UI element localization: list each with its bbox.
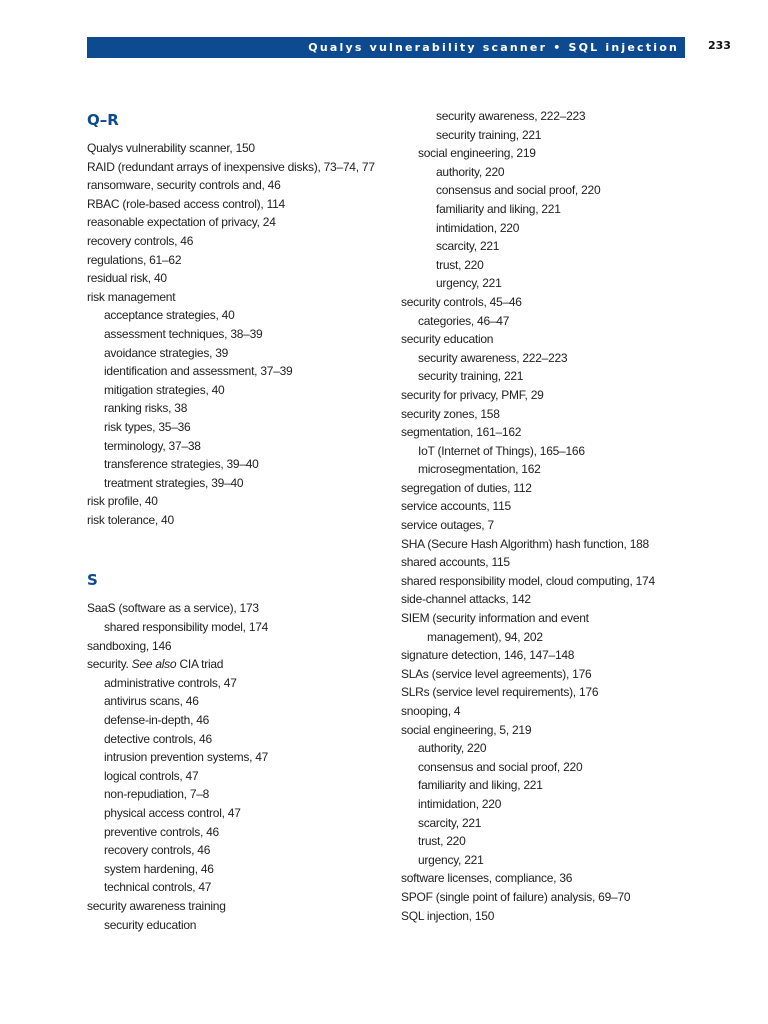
index-entry: signature detection, 146, 147–148	[401, 648, 575, 663]
index-subentry: security awareness, 222–223	[418, 350, 568, 365]
index-subentry: physical access control, 47	[104, 806, 241, 820]
index-entry: security for privacy, PMF, 29	[401, 387, 544, 402]
index-subentry: treatment strategies, 39–40	[104, 475, 244, 490]
index-entry: service accounts, 115	[401, 499, 511, 514]
index-subentry: intimidation, 220	[418, 796, 502, 811]
index-subentry: recovery controls, 46	[104, 843, 211, 858]
index-column-left	[87, 109, 417, 934]
index-entry: recovery controls, 46	[87, 233, 194, 248]
index-subentry: risk types, 35–36	[104, 419, 191, 434]
section-heading-q-r: Q–R	[87, 111, 119, 129]
index-entry: risk management	[87, 289, 176, 304]
index-subentry: IoT (Internet of Things), 165–166	[418, 443, 585, 458]
index-entry: RAID (redundant arrays of inexpensive disks), 73–74, 77	[87, 159, 375, 174]
index-subentry: authority, 220	[418, 741, 487, 756]
index-subentry: detective controls, 46	[104, 731, 212, 746]
index-entry: SQL injection, 150	[401, 908, 495, 923]
index-subentry: transference strategies, 39–40	[104, 457, 259, 472]
index-subentry: security training, 221	[418, 369, 524, 384]
index-subentry: categories, 46–47	[418, 313, 510, 328]
index-subentry: consensus and social proof, 220	[418, 759, 583, 774]
index-entry: risk profile, 40	[87, 494, 158, 509]
index-subentry: mitigation strategies, 40	[104, 382, 225, 397]
index-entry: SLAs (service level agreements), 176	[401, 666, 592, 681]
index-subentry: shared responsibility model, 174	[104, 620, 269, 635]
index-subentry: logical controls, 47	[104, 768, 199, 783]
index-entry: SHA (Secure Hash Algorithm) hash function, 188	[401, 536, 649, 551]
index-entry: risk tolerance, 40	[87, 512, 174, 527]
index-subentry: technical controls, 47	[104, 880, 212, 895]
index-entry: RBAC (role-based access control), 114	[87, 196, 285, 211]
index-entry: regulations, 61–62	[87, 252, 182, 267]
index-subsubentry: scarcity, 221	[436, 239, 500, 254]
index-entry: SIEM (security information and event	[401, 611, 589, 626]
index-subsubentry: urgency, 221	[436, 276, 502, 291]
index-entry: security awareness training	[87, 898, 226, 913]
index-subsubentry: authority, 220	[436, 164, 505, 179]
index-entry: social engineering, 5, 219	[401, 722, 532, 737]
index-subentry: non-repudiation, 7–8	[104, 787, 210, 802]
index-entry: sandboxing, 146	[87, 638, 172, 653]
index-entry: snooping, 4	[401, 704, 461, 718]
index-entry: SPOF (single point of failure) analysis, 69–70	[401, 889, 631, 904]
index-entry: security education	[401, 332, 494, 347]
index-subentry: preventive controls, 46	[104, 824, 219, 839]
index-subsubentry: consensus and social proof, 220	[436, 183, 601, 198]
index-entry: shared responsibility model, cloud computing, 174	[401, 573, 655, 588]
index-entry: side-channel attacks, 142	[401, 592, 531, 607]
index-subentry: ranking risks, 38	[104, 401, 188, 416]
index-entry-continuation: management), 94, 202	[427, 629, 543, 644]
index-subentry: microsegmentation, 162	[418, 462, 541, 477]
index-subentry: urgency, 221	[418, 852, 484, 867]
index-subentry: antivirus scans, 46	[104, 694, 199, 709]
index-entry: service outages, 7	[401, 518, 494, 533]
index-subentry: security education	[104, 917, 197, 932]
index-subentry: scarcity, 221	[418, 815, 482, 830]
index-subsubentry: familiarity and liking, 221	[436, 201, 561, 216]
index-subsubentry: trust, 220	[436, 257, 484, 272]
section-heading-s: S	[87, 571, 98, 590]
index-column-right	[401, 107, 761, 925]
index-subentry: identification and assessment, 37–39	[104, 364, 293, 379]
index-subentry: terminology, 37–38	[104, 438, 201, 453]
index-entry: SLRs (service level requirements), 176	[401, 685, 599, 700]
index-entry: software licenses, compliance, 36	[401, 871, 573, 886]
index-subentry: intrusion prevention systems, 47	[104, 750, 269, 765]
index-entry: Qualys vulnerability scanner, 150	[87, 141, 255, 155]
section-spacer	[87, 529, 417, 569]
running-header-title: Qualys vulnerability scanner • SQL injection	[308, 41, 679, 54]
index-entry: reasonable expectation of privacy, 24	[87, 215, 276, 230]
index-subentry: administrative controls, 47	[104, 675, 237, 690]
index-subentry: familiarity and liking, 221	[418, 778, 543, 793]
index-subentry: trust, 220	[418, 834, 466, 849]
index-subsubentry: intimidation, 220	[436, 220, 520, 235]
index-entry: ransomware, security controls and, 46	[87, 178, 281, 193]
index-entry: shared accounts, 115	[401, 555, 510, 570]
index-subentry: system hardening, 46	[104, 861, 214, 876]
index-entry: security zones, 158	[401, 406, 500, 421]
running-header-bar	[87, 37, 685, 58]
index-entry: security controls, 45–46	[401, 294, 522, 309]
index-entry: SaaS (software as a service), 173	[87, 601, 259, 616]
index-subentry: avoidance strategies, 39	[104, 345, 229, 360]
index-subentry: acceptance strategies, 40	[104, 308, 235, 323]
index-entry: segregation of duties, 112	[401, 480, 532, 495]
index-subsubentry: security training, 221	[436, 127, 542, 142]
index-entry: residual risk, 40	[87, 271, 167, 286]
index-entry: segmentation, 161–162	[401, 425, 522, 440]
index-entry-security	[87, 655, 417, 674]
index-subentry: defense-in-depth, 46	[104, 713, 210, 728]
index-subentry: assessment techniques, 38–39	[104, 326, 263, 341]
index-entry-term: security.	[87, 657, 129, 672]
page-number: 233	[708, 39, 731, 52]
see-also-reference: See also	[131, 657, 177, 672]
index-subsubentry: security awareness, 222–223	[436, 109, 586, 123]
index-subentry: social engineering, 219	[418, 146, 536, 161]
cross-reference-target: CIA triad	[179, 657, 224, 672]
